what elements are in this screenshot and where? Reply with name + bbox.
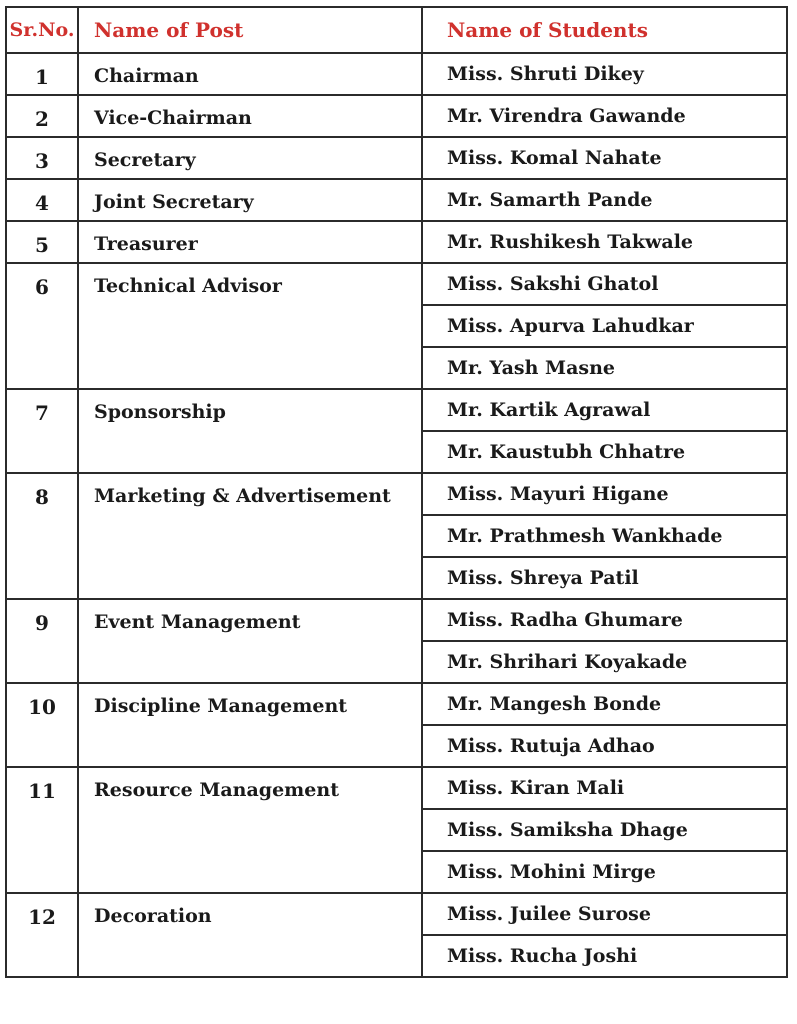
student-name-cell: Mr. Prathmesh Wankhade [422, 515, 787, 557]
student-name-cell: Mr. Virendra Gawande [422, 95, 787, 137]
post-name-cell: Vice-Chairman [78, 95, 422, 137]
table-row [6, 473, 787, 515]
table-row [6, 137, 787, 179]
student-name-cell: Miss. Rutuja Adhao [422, 725, 787, 767]
student-name-cell: Mr. Rushikesh Takwale [422, 221, 787, 263]
sr-no-cell: 3 [6, 137, 78, 179]
sr-no-cell: 10 [6, 683, 78, 767]
sr-no-cell: 11 [6, 767, 78, 893]
student-name-cell: Miss. Kiran Mali [422, 767, 787, 809]
post-name-cell: Decoration [78, 893, 422, 977]
sr-no-cell: 4 [6, 179, 78, 221]
student-name-cell: Miss. Sakshi Ghatol [422, 263, 787, 305]
table-row [6, 389, 787, 431]
student-name-cell: Miss. Samiksha Dhage [422, 809, 787, 851]
post-name-cell: Chairman [78, 53, 422, 95]
sr-no-cell: 9 [6, 599, 78, 683]
post-name-cell: Secretary [78, 137, 422, 179]
table-row [6, 221, 787, 263]
sr-no-cell: 2 [6, 95, 78, 137]
student-name-cell: Mr. Yash Masne [422, 347, 787, 389]
table-row [6, 683, 787, 725]
post-name-cell: Event Management [78, 599, 422, 683]
post-name-cell: Sponsorship [78, 389, 422, 473]
committee-body [6, 53, 787, 977]
post-name-cell: Discipline Management [78, 683, 422, 767]
sr-no-cell: 7 [6, 389, 78, 473]
sr-no-cell: 6 [6, 263, 78, 389]
table-row [6, 53, 787, 95]
table-row [6, 95, 787, 137]
student-name-cell: Miss. Mayuri Higane [422, 473, 787, 515]
post-name-cell: Marketing & Advertisement [78, 473, 422, 599]
table-row [6, 263, 787, 305]
student-name-cell: Mr. Kaustubh Chhatre [422, 431, 787, 473]
student-name-cell: Mr. Kartik Agrawal [422, 389, 787, 431]
committee-table [5, 6, 788, 978]
header-sr-no: Sr.No. [6, 7, 78, 53]
student-name-cell: Mr. Shrihari Koyakade [422, 641, 787, 683]
header-row [6, 7, 787, 53]
sr-no-cell: 12 [6, 893, 78, 977]
post-name-cell: Treasurer [78, 221, 422, 263]
table-row [6, 893, 787, 935]
table-row [6, 599, 787, 641]
table-row [6, 767, 787, 809]
sr-no-cell: 5 [6, 221, 78, 263]
sr-no-cell: 8 [6, 473, 78, 599]
student-name-cell: Miss. Juilee Surose [422, 893, 787, 935]
post-name-cell: Technical Advisor [78, 263, 422, 389]
sr-no-cell: 1 [6, 53, 78, 95]
header-post: Name of Post [78, 7, 422, 53]
post-name-cell: Joint Secretary [78, 179, 422, 221]
student-name-cell: Miss. Shruti Dikey [422, 53, 787, 95]
header-students: Name of Students [422, 7, 787, 53]
student-name-cell: Mr. Mangesh Bonde [422, 683, 787, 725]
student-name-cell: Miss. Rucha Joshi [422, 935, 787, 977]
student-name-cell: Miss. Apurva Lahudkar [422, 305, 787, 347]
post-name-cell: Resource Management [78, 767, 422, 893]
student-name-cell: Miss. Mohini Mirge [422, 851, 787, 893]
student-name-cell: Miss. Shreya Patil [422, 557, 787, 599]
student-name-cell: Miss. Radha Ghumare [422, 599, 787, 641]
table-row [6, 179, 787, 221]
student-name-cell: Mr. Samarth Pande [422, 179, 787, 221]
student-name-cell: Miss. Komal Nahate [422, 137, 787, 179]
